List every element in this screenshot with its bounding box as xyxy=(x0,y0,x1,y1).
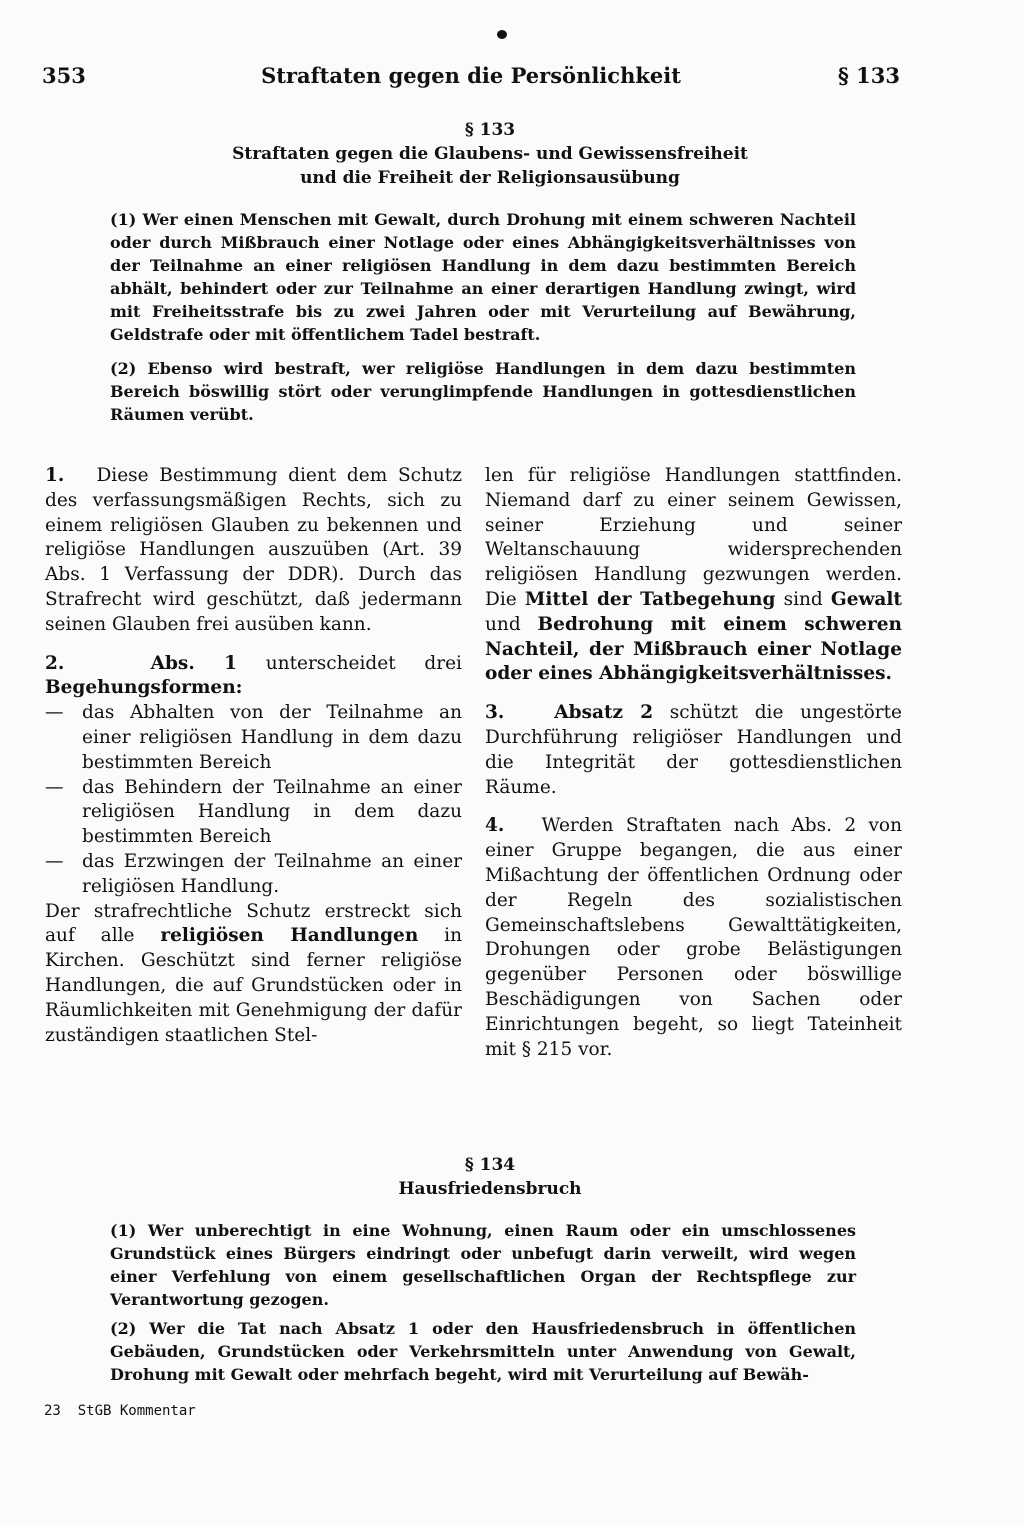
page-number: 353 xyxy=(42,63,86,88)
note-2-cont-emphasis-3: Bedrohung mit einem schweren Nachteil, der Mißbrauch einer Notlage oder eines Abhängigkeitsverhältnisses. xyxy=(485,613,902,685)
section-133-title-line2: und die Freiheit der Religionsausübung xyxy=(300,168,680,188)
list-item-text: das Erzwingen der Teilnahme an einer religiösen Handlung. xyxy=(82,850,462,897)
note-2-text: unterscheidet drei xyxy=(265,652,462,674)
commentary-note-2 xyxy=(45,652,462,702)
commentary-note-1 xyxy=(45,464,462,638)
commentary-note-2-end xyxy=(485,464,902,687)
note-4-number: 4. xyxy=(485,815,505,837)
note-1-text: Diese Bestimmung dient dem Schutz des verfassungsmäßigen Rechts, sich zu einem religiösen Glauben zu bekennen und religiöse Handlungen auszuüben (Art. 39 Abs. 1 Verfassung der DDR). Durch das Strafrecht wird geschützt, daß jedermann seinen Glauben frei ausüben kann. xyxy=(45,465,462,635)
list-item: — das Behindern der Teilnahme an einer religiösen Handlung in dem dazu bestimmten Bereich xyxy=(45,776,462,848)
header-section: § 133 xyxy=(837,63,900,88)
note-3-text: schützt die ungestörte Durchführung religiöser Handlungen und die Integrität der gottesdienstlichen Räume. xyxy=(485,702,902,798)
list-item: — das Abhalten von der Teilnahme an einer religiösen Handlung in dem dazu bestimmten Bereich xyxy=(45,702,462,773)
commentary-note-4 xyxy=(485,814,902,1062)
section-134-title: Hausfriedensbruch xyxy=(398,1179,582,1199)
section-133-law-text xyxy=(110,208,856,437)
section-133-title-line1: Straftaten gegen die Glaubens- und Gewissensfreiheit xyxy=(232,144,748,164)
note-2-emphasis: Abs. 1 xyxy=(150,652,237,674)
list-item-text: das Abhalten von der Teilnahme an einer religiösen Handlung in dem dazu bestimmten Bereich xyxy=(82,702,462,773)
list-item: — das Erzwingen der Teilnahme an einer religiösen Handlung. xyxy=(45,850,462,897)
section-134-heading xyxy=(110,1153,870,1201)
section-134-paragraph-2: (2) Wer die Tat nach Absatz 1 oder den Hausfriedensbruch in öffentlichen Gebäuden, Grundstücken oder Verkehrsmitteln unter Anwendung von Gewalt, Drohung mit Gewalt oder mehrfach begeht, wird mit Verurteilung auf Bewäh- xyxy=(110,1319,856,1384)
section-133-paragraph-1: (1) Wer einen Menschen mit Gewalt, durch Drohung mit einem schweren Nachteil oder durch Mißbrauch einer Notlage oder eines Abhängigkeitsverhältnisses von der Teilnahme an einer religiösen Handlung in dem dazu bestimmten Bereich abhält, behindert oder zur Teilnahme an einer derartigen Handlung zwingt, wird mit Freiheitsstrafe bis zu zwei Jahren oder mit Verurteilung auf Bewährung, Geldstrafe oder mit öffentlichem Tadel bestraft. xyxy=(110,210,856,344)
note-2-cont-text-3: und xyxy=(485,613,521,635)
note-2-cont-emphasis-2: Gewalt xyxy=(830,588,902,610)
section-133-heading xyxy=(110,118,870,190)
running-header xyxy=(42,63,900,97)
signature-number: 23 xyxy=(44,1403,61,1419)
commentary-left-column xyxy=(45,464,462,1048)
offence-forms-list xyxy=(45,701,462,899)
note-2-cont-text: len für religiöse Handlungen stattfinden. Niemand darf zu einer seinem Gewissen, seiner Erziehung und seiner Weltanschauung widersprechenden religiösen Handlung gezwungen werden. Die xyxy=(485,465,902,610)
note-1-number: 1. xyxy=(45,465,65,486)
section-134-paragraph-1: (1) Wer unberechtigt in eine Wohnung, einen Raum oder ein umschlossenes Grundstück eines Bürgers eindringt oder unbefugt darin verweilt, wird wegen einer Verfehlung von einem gesellschaftlichen Organ der Rechtspflege zur Verantwortung gezogen. xyxy=(110,1221,856,1309)
note-3-number: 3. xyxy=(485,702,505,724)
note-2-after-text: Der strafrechtliche Schutz erstreckt sich auf alle xyxy=(45,900,462,947)
note-2-cont-emphasis: Mittel der Tatbegehung xyxy=(524,588,776,610)
book-title: StGB Kommentar xyxy=(77,1403,196,1419)
note-2-cont-text-2: sind xyxy=(783,588,823,610)
printer-mark xyxy=(497,30,507,39)
note-2-after-text-2: in Kirchen. Geschützt sind ferner religiöse Handlungen, die auf Grundstücken oder in Räumlichkeiten mit Genehmigung der dafür zuständigen staatlichen Stel- xyxy=(45,925,462,1046)
note-2-after-emphasis: religiösen Handlungen xyxy=(160,925,419,947)
section-133-number: § 133 xyxy=(464,120,516,140)
section-134-number: § 134 xyxy=(464,1155,516,1175)
signature-line xyxy=(44,1403,196,1419)
section-133-paragraph-2: (2) Ebenso wird bestraft, wer religiöse Handlungen in dem dazu bestimmten Bereich böswillig stört oder verunglimpfende Handlungen in gottesdienstlichen Räumen verübt. xyxy=(110,359,856,424)
commentary-note-2-continued xyxy=(45,900,462,1049)
section-134-law-text xyxy=(110,1219,856,1397)
header-title: Straftaten gegen die Persönlichkeit xyxy=(261,63,681,88)
note-2-number: 2. xyxy=(45,652,65,674)
note-2-emphasis-forms: Begehungsformen: xyxy=(45,677,243,699)
note-3-emphasis: Absatz 2 xyxy=(554,702,654,724)
note-4-text: Werden Straftaten nach Abs. 2 von einer Gruppe begangen, die aus einer Mißachtung der öffentlichen Ordnung oder der Regeln des sozialistischen Gemeinschaftslebens Gewalttätigkeiten, Drohungen oder grobe Belästigungen gegenüber Personen oder böswillige Beschädigungen von Sachen oder Einrichtungen begeht, so liegt Tateinheit mit § 215 vor. xyxy=(485,815,902,1060)
commentary-note-3 xyxy=(485,701,902,800)
commentary-right-column xyxy=(485,464,902,1076)
list-item-text: das Behindern der Teilnahme an einer religiösen Handlung in dem dazu bestimmten Bereich xyxy=(82,776,462,848)
